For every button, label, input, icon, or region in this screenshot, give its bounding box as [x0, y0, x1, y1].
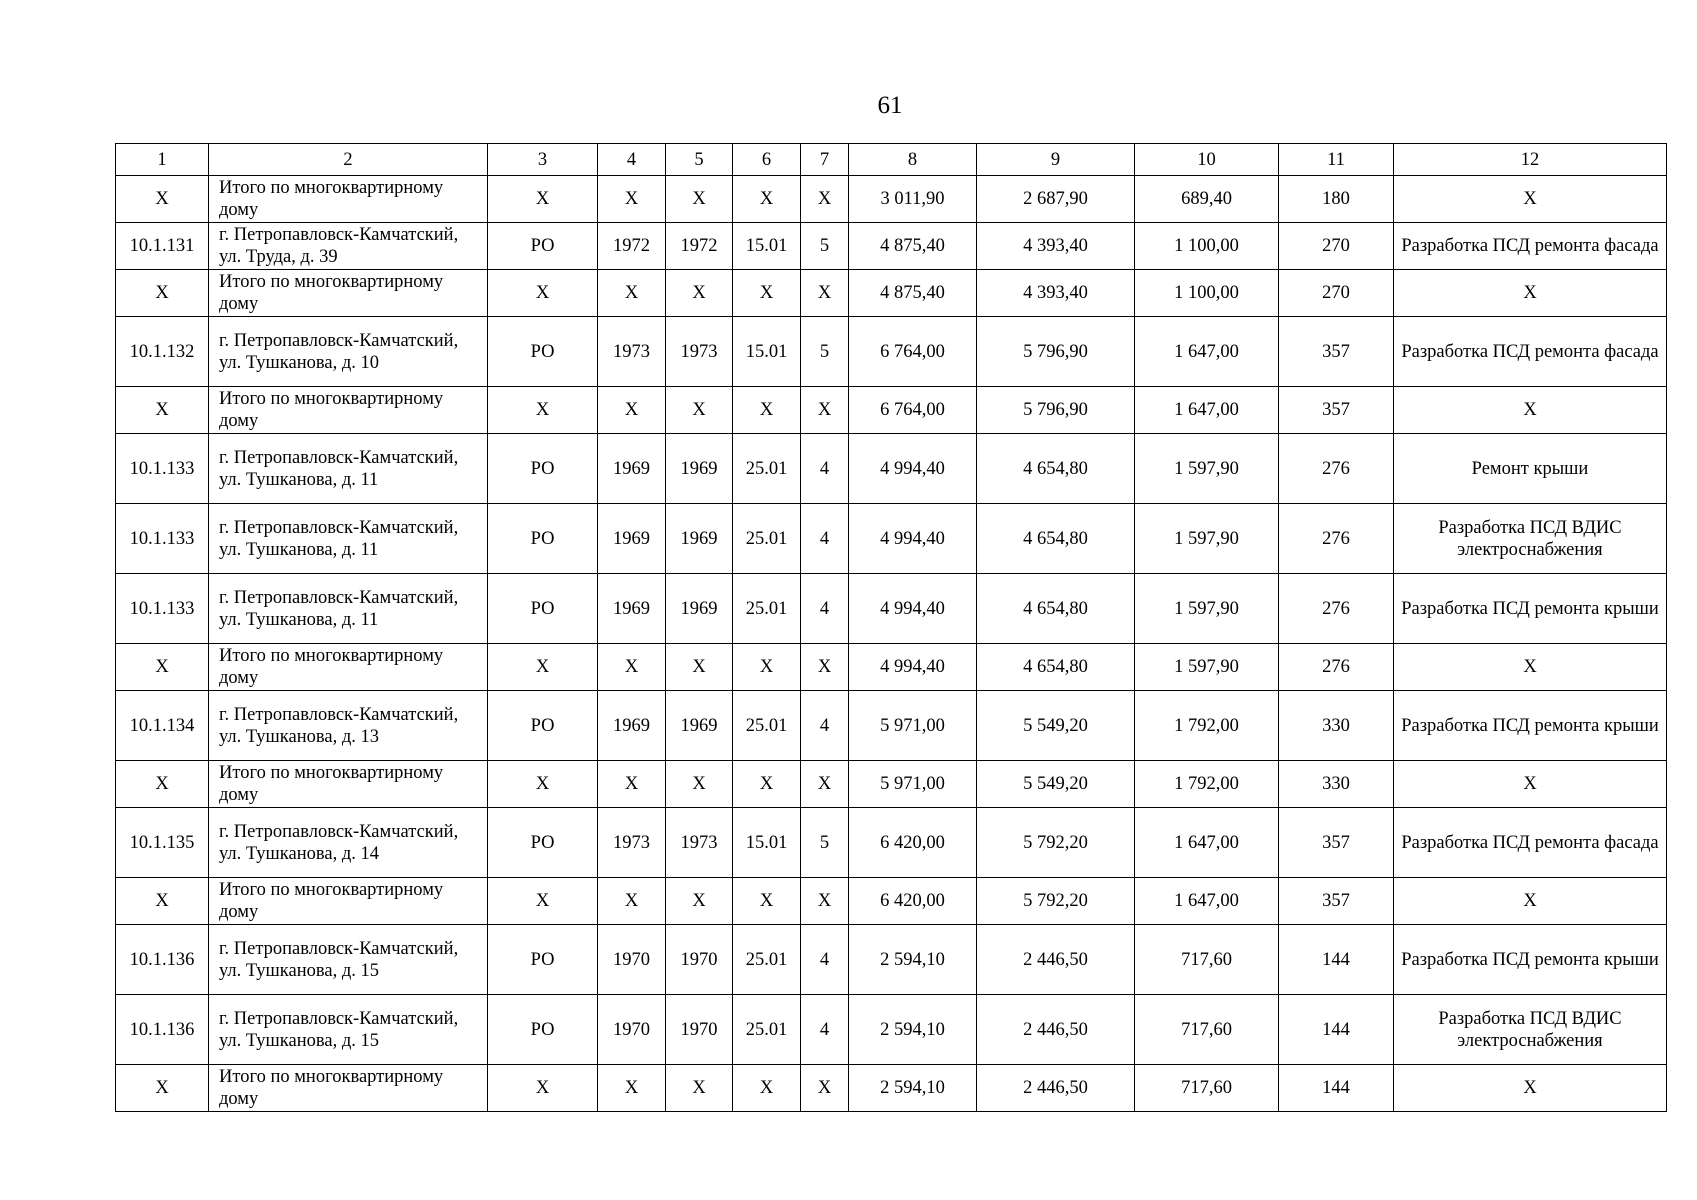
table-cell: 1 597,90 — [1135, 574, 1279, 644]
column-header: 5 — [666, 144, 733, 176]
table-cell: 6 420,00 — [849, 878, 977, 925]
table-cell: X — [801, 176, 849, 223]
table-cell: 144 — [1279, 1065, 1394, 1112]
table-cell: Итого по многоквартирному дому — [209, 878, 488, 925]
table-cell: 717,60 — [1135, 925, 1279, 995]
table-cell: г. Петропавловск-Камчатский, ул. Тушканова, д. 11 — [209, 434, 488, 504]
table-cell: 1970 — [598, 925, 666, 995]
table-cell: Разработка ПСД ремонта фасада — [1394, 808, 1667, 878]
table-cell: 2 687,90 — [977, 176, 1135, 223]
table-cell: X — [733, 878, 801, 925]
table-cell: 1 647,00 — [1135, 878, 1279, 925]
table-cell: 1973 — [598, 317, 666, 387]
table-cell: г. Петропавловск-Камчатский, ул. Тушканова, д. 10 — [209, 317, 488, 387]
table-cell: 2 594,10 — [849, 995, 977, 1065]
table-cell: РО — [488, 574, 598, 644]
table-cell: 4 — [801, 691, 849, 761]
column-header: 12 — [1394, 144, 1667, 176]
table-row — [116, 317, 1667, 387]
table-cell: X — [666, 644, 733, 691]
table-cell: 330 — [1279, 691, 1394, 761]
table-cell: 330 — [1279, 761, 1394, 808]
table-cell: Разработка ПСД ремонта фасада — [1394, 317, 1667, 387]
table-cell: 4 — [801, 504, 849, 574]
table-cell: 5 971,00 — [849, 761, 977, 808]
table-cell: 5 792,20 — [977, 808, 1135, 878]
table-cell: X — [488, 761, 598, 808]
table-cell: 25.01 — [733, 691, 801, 761]
table-cell: X — [598, 644, 666, 691]
table-cell: 25.01 — [733, 504, 801, 574]
table-cell: 1973 — [666, 808, 733, 878]
table-cell: 6 420,00 — [849, 808, 977, 878]
table-cell: 4 393,40 — [977, 270, 1135, 317]
total-row — [116, 387, 1667, 434]
table-cell: 1969 — [666, 434, 733, 504]
table-cell: 1970 — [666, 925, 733, 995]
table-cell: 5 — [801, 808, 849, 878]
table-cell: 15.01 — [733, 808, 801, 878]
table-cell: 1 647,00 — [1135, 808, 1279, 878]
table-cell: 1 100,00 — [1135, 223, 1279, 270]
table-cell: 144 — [1279, 995, 1394, 1065]
table-cell: Итого по многоквартирному дому — [209, 644, 488, 691]
table-cell: 4 654,80 — [977, 574, 1135, 644]
table-cell: X — [598, 176, 666, 223]
total-row — [116, 761, 1667, 808]
table-cell: Разработка ПСД ремонта крыши — [1394, 925, 1667, 995]
table-cell: Разработка ПСД ремонта крыши — [1394, 574, 1667, 644]
table-cell: X — [598, 761, 666, 808]
data-table — [115, 143, 1667, 1112]
table-cell: X — [666, 176, 733, 223]
table-cell: 2 594,10 — [849, 1065, 977, 1112]
table-cell: 4 875,40 — [849, 270, 977, 317]
table-cell: 4 — [801, 574, 849, 644]
table-cell: Разработка ПСД ремонта фасада — [1394, 223, 1667, 270]
table-cell: г. Петропавловск-Камчатский, ул. Труда, д. 39 — [209, 223, 488, 270]
table-cell: 4 994,40 — [849, 644, 977, 691]
table-cell: X — [666, 1065, 733, 1112]
table-cell: 1 597,90 — [1135, 434, 1279, 504]
table-cell: X — [116, 878, 209, 925]
table-cell: X — [116, 270, 209, 317]
total-row — [116, 270, 1667, 317]
table-cell: X — [801, 878, 849, 925]
table-row — [116, 925, 1667, 995]
column-header: 2 — [209, 144, 488, 176]
table-cell: 357 — [1279, 317, 1394, 387]
table-cell: 5 796,90 — [977, 387, 1135, 434]
table-cell: 4 654,80 — [977, 644, 1135, 691]
table-cell: 4 994,40 — [849, 574, 977, 644]
table-cell: 1 100,00 — [1135, 270, 1279, 317]
table-cell: X — [733, 644, 801, 691]
column-header: 10 — [1135, 144, 1279, 176]
table-cell: 2 446,50 — [977, 1065, 1135, 1112]
total-row — [116, 176, 1667, 223]
table-cell: 4 994,40 — [849, 504, 977, 574]
header-row — [116, 144, 1667, 176]
table-cell: X — [488, 387, 598, 434]
column-header: 6 — [733, 144, 801, 176]
table-row — [116, 574, 1667, 644]
table-cell: РО — [488, 434, 598, 504]
table-cell: Итого по многоквартирному дому — [209, 761, 488, 808]
table-cell: X — [801, 644, 849, 691]
table-cell: 1 792,00 — [1135, 761, 1279, 808]
table-cell: Ремонт крыши — [1394, 434, 1667, 504]
table-cell: 25.01 — [733, 434, 801, 504]
table-cell: 10.1.133 — [116, 504, 209, 574]
column-header: 8 — [849, 144, 977, 176]
table-cell: 270 — [1279, 223, 1394, 270]
table-cell: X — [733, 387, 801, 434]
table-cell: 5 796,90 — [977, 317, 1135, 387]
table-cell: 270 — [1279, 270, 1394, 317]
table-cell: Итого по многоквартирному дому — [209, 270, 488, 317]
table-cell: 717,60 — [1135, 1065, 1279, 1112]
table-cell: Разработка ПСД ВДИС электроснабжения — [1394, 504, 1667, 574]
table-cell: X — [666, 270, 733, 317]
table-cell: X — [1394, 644, 1667, 691]
table-cell: X — [1394, 387, 1667, 434]
table-cell: Итого по многоквартирному дому — [209, 387, 488, 434]
table-cell: X — [116, 761, 209, 808]
table-cell: 25.01 — [733, 995, 801, 1065]
table-cell: Итого по многоквартирному дому — [209, 1065, 488, 1112]
table-cell: 1972 — [666, 223, 733, 270]
table-cell: 276 — [1279, 574, 1394, 644]
table-cell: 4 — [801, 995, 849, 1065]
page-number: 61 — [877, 92, 903, 119]
table-cell: 276 — [1279, 434, 1394, 504]
table-row — [116, 995, 1667, 1065]
table-cell: X — [801, 761, 849, 808]
table-cell: 2 594,10 — [849, 925, 977, 995]
table-cell: 4 875,40 — [849, 223, 977, 270]
table-cell: 1969 — [598, 434, 666, 504]
table-cell: 10.1.136 — [116, 995, 209, 1065]
table-cell: X — [666, 387, 733, 434]
table-cell: 180 — [1279, 176, 1394, 223]
table-cell: 1 792,00 — [1135, 691, 1279, 761]
table-cell: X — [488, 1065, 598, 1112]
table-cell: РО — [488, 223, 598, 270]
table-cell: 5 — [801, 317, 849, 387]
table-cell: X — [801, 387, 849, 434]
table-cell: 1969 — [598, 691, 666, 761]
table-cell: РО — [488, 808, 598, 878]
table-cell: X — [488, 270, 598, 317]
table-cell: 276 — [1279, 504, 1394, 574]
column-header: 11 — [1279, 144, 1394, 176]
table-cell: 4 393,40 — [977, 223, 1135, 270]
table-cell: 5 549,20 — [977, 691, 1135, 761]
table-cell: 1970 — [598, 995, 666, 1065]
table-cell: X — [1394, 761, 1667, 808]
table-cell: Разработка ПСД ремонта крыши — [1394, 691, 1667, 761]
table-cell: X — [488, 644, 598, 691]
table-cell: РО — [488, 925, 598, 995]
table-cell: X — [733, 176, 801, 223]
table-cell: 2 446,50 — [977, 995, 1135, 1065]
table-cell: 357 — [1279, 878, 1394, 925]
table-cell: 1969 — [598, 574, 666, 644]
table-cell: 4 994,40 — [849, 434, 977, 504]
table-row — [116, 434, 1667, 504]
table-row — [116, 223, 1667, 270]
table-cell: 5 549,20 — [977, 761, 1135, 808]
table-cell: 1 647,00 — [1135, 317, 1279, 387]
column-header: 1 — [116, 144, 209, 176]
table-cell: 717,60 — [1135, 995, 1279, 1065]
table-cell: 25.01 — [733, 574, 801, 644]
table-cell: РО — [488, 691, 598, 761]
table-cell: 689,40 — [1135, 176, 1279, 223]
table-cell: 10.1.134 — [116, 691, 209, 761]
table-cell: 2 446,50 — [977, 925, 1135, 995]
table-cell: X — [801, 1065, 849, 1112]
table-cell: X — [1394, 1065, 1667, 1112]
table-cell: г. Петропавловск-Камчатский, ул. Тушканова, д. 14 — [209, 808, 488, 878]
table-cell: X — [598, 878, 666, 925]
table-cell: 276 — [1279, 644, 1394, 691]
table-cell: 4 654,80 — [977, 434, 1135, 504]
table-cell: X — [801, 270, 849, 317]
table-cell: 5 — [801, 223, 849, 270]
table-cell: X — [1394, 878, 1667, 925]
column-header: 3 — [488, 144, 598, 176]
total-row — [116, 644, 1667, 691]
table-cell: г. Петропавловск-Камчатский, ул. Тушканова, д. 15 — [209, 995, 488, 1065]
table-cell: г. Петропавловск-Камчатский, ул. Тушканова, д. 11 — [209, 504, 488, 574]
table-cell: РО — [488, 995, 598, 1065]
table-cell: X — [666, 878, 733, 925]
table-cell: 1973 — [598, 808, 666, 878]
table-cell: 4 — [801, 434, 849, 504]
table-cell: X — [1394, 176, 1667, 223]
table-row — [116, 691, 1667, 761]
table-cell: X — [488, 878, 598, 925]
table-cell: г. Петропавловск-Камчатский, ул. Тушканова, д. 11 — [209, 574, 488, 644]
table-cell: 1969 — [666, 504, 733, 574]
total-row — [116, 1065, 1667, 1112]
table-cell: 6 764,00 — [849, 387, 977, 434]
table-cell: 1969 — [598, 504, 666, 574]
table-cell: 1 597,90 — [1135, 644, 1279, 691]
table-cell: 1972 — [598, 223, 666, 270]
table-cell: г. Петропавловск-Камчатский, ул. Тушканова, д. 13 — [209, 691, 488, 761]
table-cell: X — [116, 176, 209, 223]
table-cell: 10.1.136 — [116, 925, 209, 995]
table-cell: 4 — [801, 925, 849, 995]
table-cell: X — [598, 387, 666, 434]
table-cell: 357 — [1279, 387, 1394, 434]
table-cell: 25.01 — [733, 925, 801, 995]
table-cell: 6 764,00 — [849, 317, 977, 387]
column-header: 7 — [801, 144, 849, 176]
table-row — [116, 808, 1667, 878]
table-cell: 1970 — [666, 995, 733, 1065]
table-cell: X — [116, 387, 209, 434]
table-cell: 1 597,90 — [1135, 504, 1279, 574]
table-row — [116, 504, 1667, 574]
table-cell: Разработка ПСД ВДИС электроснабжения — [1394, 995, 1667, 1065]
table-cell: 10.1.133 — [116, 434, 209, 504]
table-cell: 144 — [1279, 925, 1394, 995]
table-cell: 3 011,90 — [849, 176, 977, 223]
table-cell: X — [733, 270, 801, 317]
table-cell: X — [733, 1065, 801, 1112]
total-row — [116, 878, 1667, 925]
table-cell: X — [666, 761, 733, 808]
table-cell: 1973 — [666, 317, 733, 387]
table-cell: X — [488, 176, 598, 223]
table-cell: X — [116, 1065, 209, 1112]
table-cell: 10.1.131 — [116, 223, 209, 270]
table-cell: 5 971,00 — [849, 691, 977, 761]
table-cell: 4 654,80 — [977, 504, 1135, 574]
table-cell: 5 792,20 — [977, 878, 1135, 925]
table-cell: 10.1.135 — [116, 808, 209, 878]
table-cell: 1969 — [666, 574, 733, 644]
table-cell: X — [1394, 270, 1667, 317]
table-cell: РО — [488, 317, 598, 387]
table-cell: X — [733, 761, 801, 808]
table-cell: Итого по многоквартирному дому — [209, 176, 488, 223]
column-header: 9 — [977, 144, 1135, 176]
table-cell: X — [598, 270, 666, 317]
table-cell: 1969 — [666, 691, 733, 761]
table-cell: 10.1.133 — [116, 574, 209, 644]
table-cell: 10.1.132 — [116, 317, 209, 387]
table-cell: X — [598, 1065, 666, 1112]
table-cell: 15.01 — [733, 223, 801, 270]
table-cell: 15.01 — [733, 317, 801, 387]
table-cell: РО — [488, 504, 598, 574]
table-cell: 1 647,00 — [1135, 387, 1279, 434]
table-cell: г. Петропавловск-Камчатский, ул. Тушканова, д. 15 — [209, 925, 488, 995]
table-cell: 357 — [1279, 808, 1394, 878]
table-cell: X — [116, 644, 209, 691]
column-header: 4 — [598, 144, 666, 176]
